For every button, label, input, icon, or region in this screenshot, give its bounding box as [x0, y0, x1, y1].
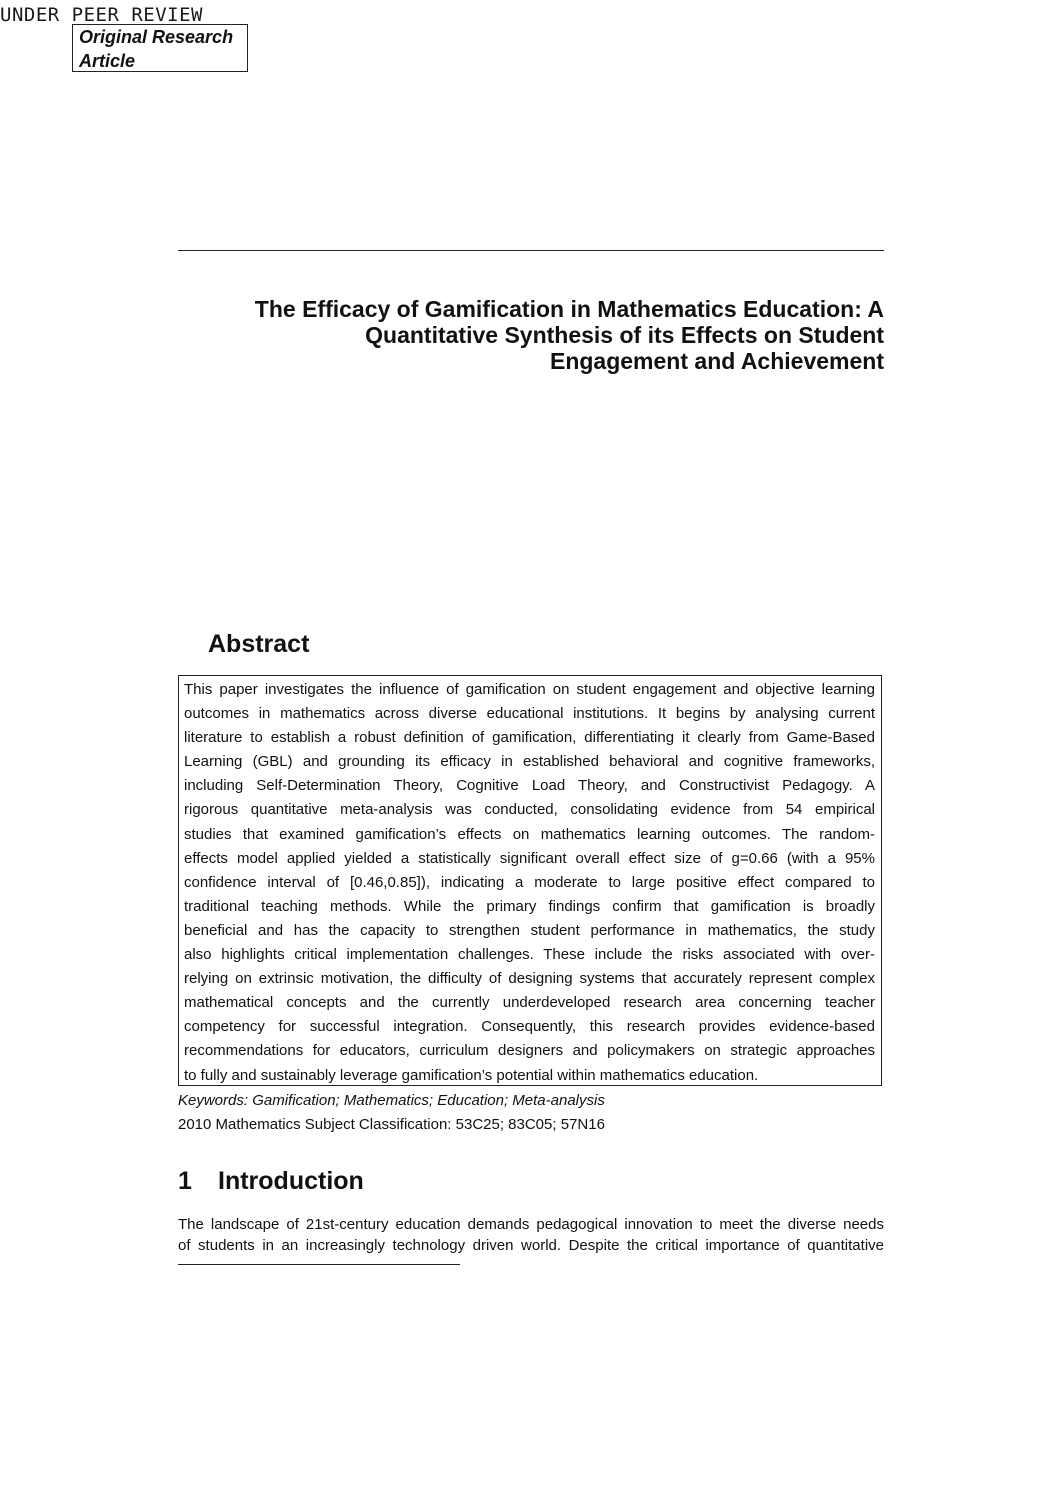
abstract-line: beneficial and has the capacity to strengthen student performance in mathematics, the study: [184, 921, 875, 939]
article-type-line-2: Article: [79, 51, 136, 71]
review-stamp: UNDER PEER REVIEW: [0, 4, 203, 26]
introduction-paragraph: [178, 1214, 884, 1256]
title-line: The Efficacy of Gamification in Mathematics Education: A: [254, 296, 884, 322]
abstract-line: competency for successful integration. Consequently, this research provides evidence-based: [184, 1018, 875, 1036]
abstract-line: This paper investigates the influence of gamification on student engagement and objective learning: [184, 681, 875, 698]
section-title: Introduction: [218, 1167, 364, 1195]
abstract-line: literature to establish a robust definition of gamification, differentiating it clearly from Game-Based: [184, 729, 875, 747]
intro-line: The landscape of 21st-century education demands pedagogical innovation to meet the diverse needs: [178, 1216, 884, 1233]
abstract-line: outcomes in mathematics across diverse educational institutions. It begins by analysing current: [184, 705, 875, 723]
intro-line: of students in an increasingly technology driven world. Despite the critical importance of quantitative: [178, 1237, 884, 1254]
footnote-rule: [178, 1264, 460, 1265]
abstract-line: traditional teaching methods. While the primary findings confirm that gamification is broadly: [184, 897, 875, 915]
section-heading-introduction: [178, 1164, 364, 1198]
abstract-line: confidence interval of [0.46,0.85]), indicating a moderate to large positive effect compared to: [184, 873, 875, 891]
article-type-box: [72, 24, 248, 72]
abstract-line: recommendations for educators, curriculum designers and policymakers on strategic approaches: [184, 1042, 875, 1060]
abstract-line: rigorous quantitative meta-analysis was conducted, consolidating evidence from 54 empirical: [184, 801, 875, 819]
abstract-line: Learning (GBL) and grounding its efficacy in established behavioral and cognitive frameworks,: [184, 753, 875, 771]
abstract-line: to fully and sustainably leverage gamification’s potential within mathematics education.: [184, 1066, 759, 1084]
subject-classification: 2010 Mathematics Subject Classification: 53C25; 83C05; 57N16: [178, 1116, 605, 1133]
abstract-line: studies that examined gamification’s effects on mathematics learning outcomes. The random-: [184, 825, 875, 843]
paper-title: [178, 296, 884, 374]
abstract-heading: Abstract: [208, 630, 310, 658]
section-number: 1: [178, 1167, 192, 1195]
abstract-line: effects model applied yielded a statistically significant overall effect size of g=0.66 (with a 95%: [184, 849, 875, 867]
abstract-line: mathematical concepts and the currently underdeveloped research area concerning teacher: [184, 994, 875, 1012]
title-line: Quantitative Synthesis of its Effects on Student: [365, 322, 884, 348]
title-top-rule: [178, 250, 884, 251]
title-line: Engagement and Achievement: [549, 348, 884, 374]
keywords: Keywords: Gamification; Mathematics; Education; Meta-analysis: [178, 1092, 605, 1109]
abstract-line: including Self-Determination Theory, Cognitive Load Theory, and Constructivist Pedagogy. A: [184, 777, 875, 795]
abstract-line: relying on extrinsic motivation, the difficulty of designing systems that accurately represent complex: [184, 970, 875, 988]
abstract-line: also highlights critical implementation challenges. These include the risks associated with over-: [184, 946, 875, 964]
abstract-box: [178, 675, 882, 1086]
article-type-line-1: Original Research: [79, 27, 234, 47]
